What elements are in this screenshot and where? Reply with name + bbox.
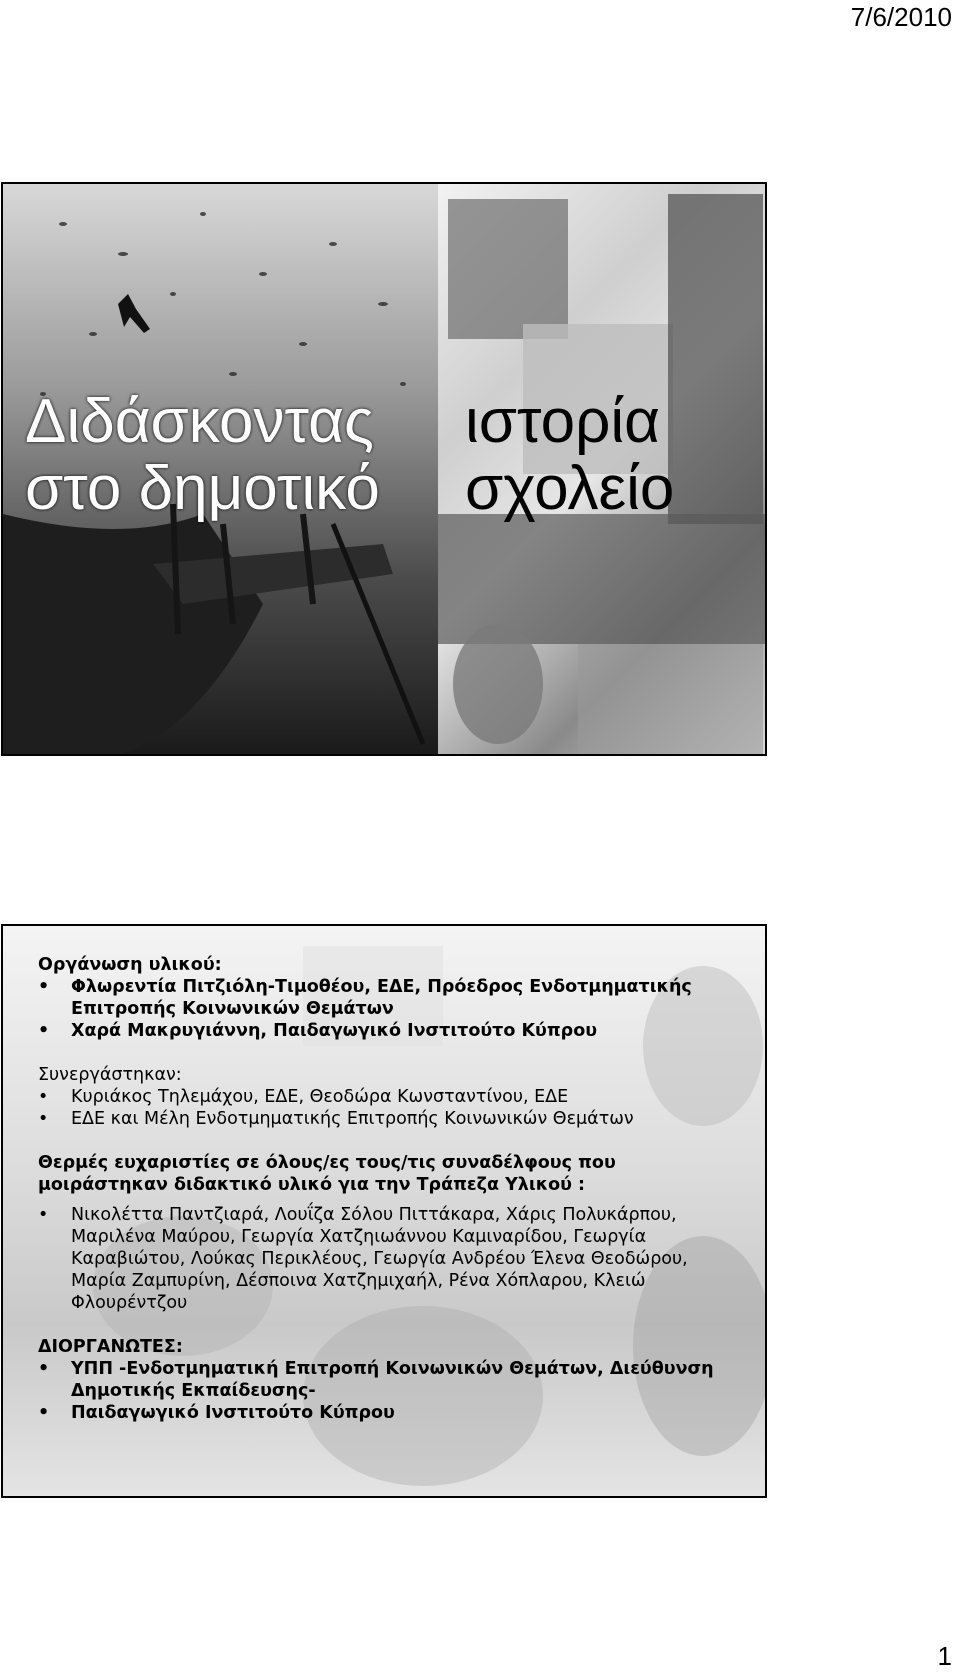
list-item: • Φλωρεντία Πιτζιόλη-Τιμοθέου, ΕΔΕ, Πρόεδρος Ενδοτμηματικής Επιτροπής Κοινωνικών Θεμάτων xyxy=(38,976,748,1020)
organization-heading: Οργάνωση υλικού: xyxy=(38,955,222,975)
credits-content xyxy=(38,954,748,1446)
header-date: 7/6/2010 xyxy=(850,2,952,32)
collaborators-section xyxy=(38,1064,748,1130)
title-left-line1: Διδάσκοντας xyxy=(25,387,374,456)
list-item: • ΥΠΠ -Ενδοτμηματική Επιτροπή Κοινωνικών Θεμάτων, Διεύθυνση Δημοτικής Εκπαίδευσης- xyxy=(38,1358,748,1402)
thanks-heading: Θερμές ευχαριστίες σε όλους/ες τους/τις συναδέλφους που μοιράστηκαν διδακτικό υλικό για την Τράπεζα Υλικού : xyxy=(38,1153,616,1195)
organization-section xyxy=(38,954,748,1042)
list-item: • Νικολέττα Παντζιαρά, Λουΐζα Σόλου Πιττάκαρα, Χάρις Πολυκάρπου, Μαριλένα Μαύρου, Γεωργία Χατζηιωάννου Καμιναρίδου, Γεωργία Καραβιώτου, Λούκας Περικλέους, Γεωργία Ανδρέου Έλενα Θεοδώρου, Μαρία Ζαμπυρίνη, Δέσποινα Χατζημιχαήλ, Ρένα Χόπλαρου, Κλειώ Φλουρέντζου xyxy=(38,1204,748,1314)
thanks-section xyxy=(38,1152,748,1314)
collaborators-heading: Συνεργάστηκαν: xyxy=(38,1065,182,1085)
title-right-line1: ιστορία xyxy=(465,387,661,456)
page-number: 1 xyxy=(937,1641,952,1671)
list-item: • ΕΔΕ και Μέλη Ενδοτμηματικής Επιτροπής Κοινωνικών Θεμάτων xyxy=(38,1108,748,1130)
title-slide xyxy=(1,182,767,756)
title-right-line2: σχολείο xyxy=(465,454,675,523)
collaborators-list xyxy=(38,1086,748,1130)
organizers-heading: ΔΙΟΡΓΑΝΩΤΕΣ: xyxy=(38,1337,183,1357)
credits-slide xyxy=(1,924,767,1498)
organization-list xyxy=(38,976,748,1042)
list-item: • Παιδαγωγικό Ινστιτούτο Κύπρου xyxy=(38,1402,748,1424)
thanks-list xyxy=(38,1204,748,1314)
list-item: • Κυριάκος Τηλεμάχου, ΕΔΕ, Θεοδώρα Κωνσταντίνου, ΕΔΕ xyxy=(38,1086,748,1108)
title-left-line2: στο δημοτικό xyxy=(25,454,380,523)
list-item: • Χαρά Μακρυγιάννη, Παιδαγωγικό Ινστιτούτο Κύπρου xyxy=(38,1020,748,1042)
organizers-section xyxy=(38,1336,748,1424)
organizers-list xyxy=(38,1358,748,1424)
